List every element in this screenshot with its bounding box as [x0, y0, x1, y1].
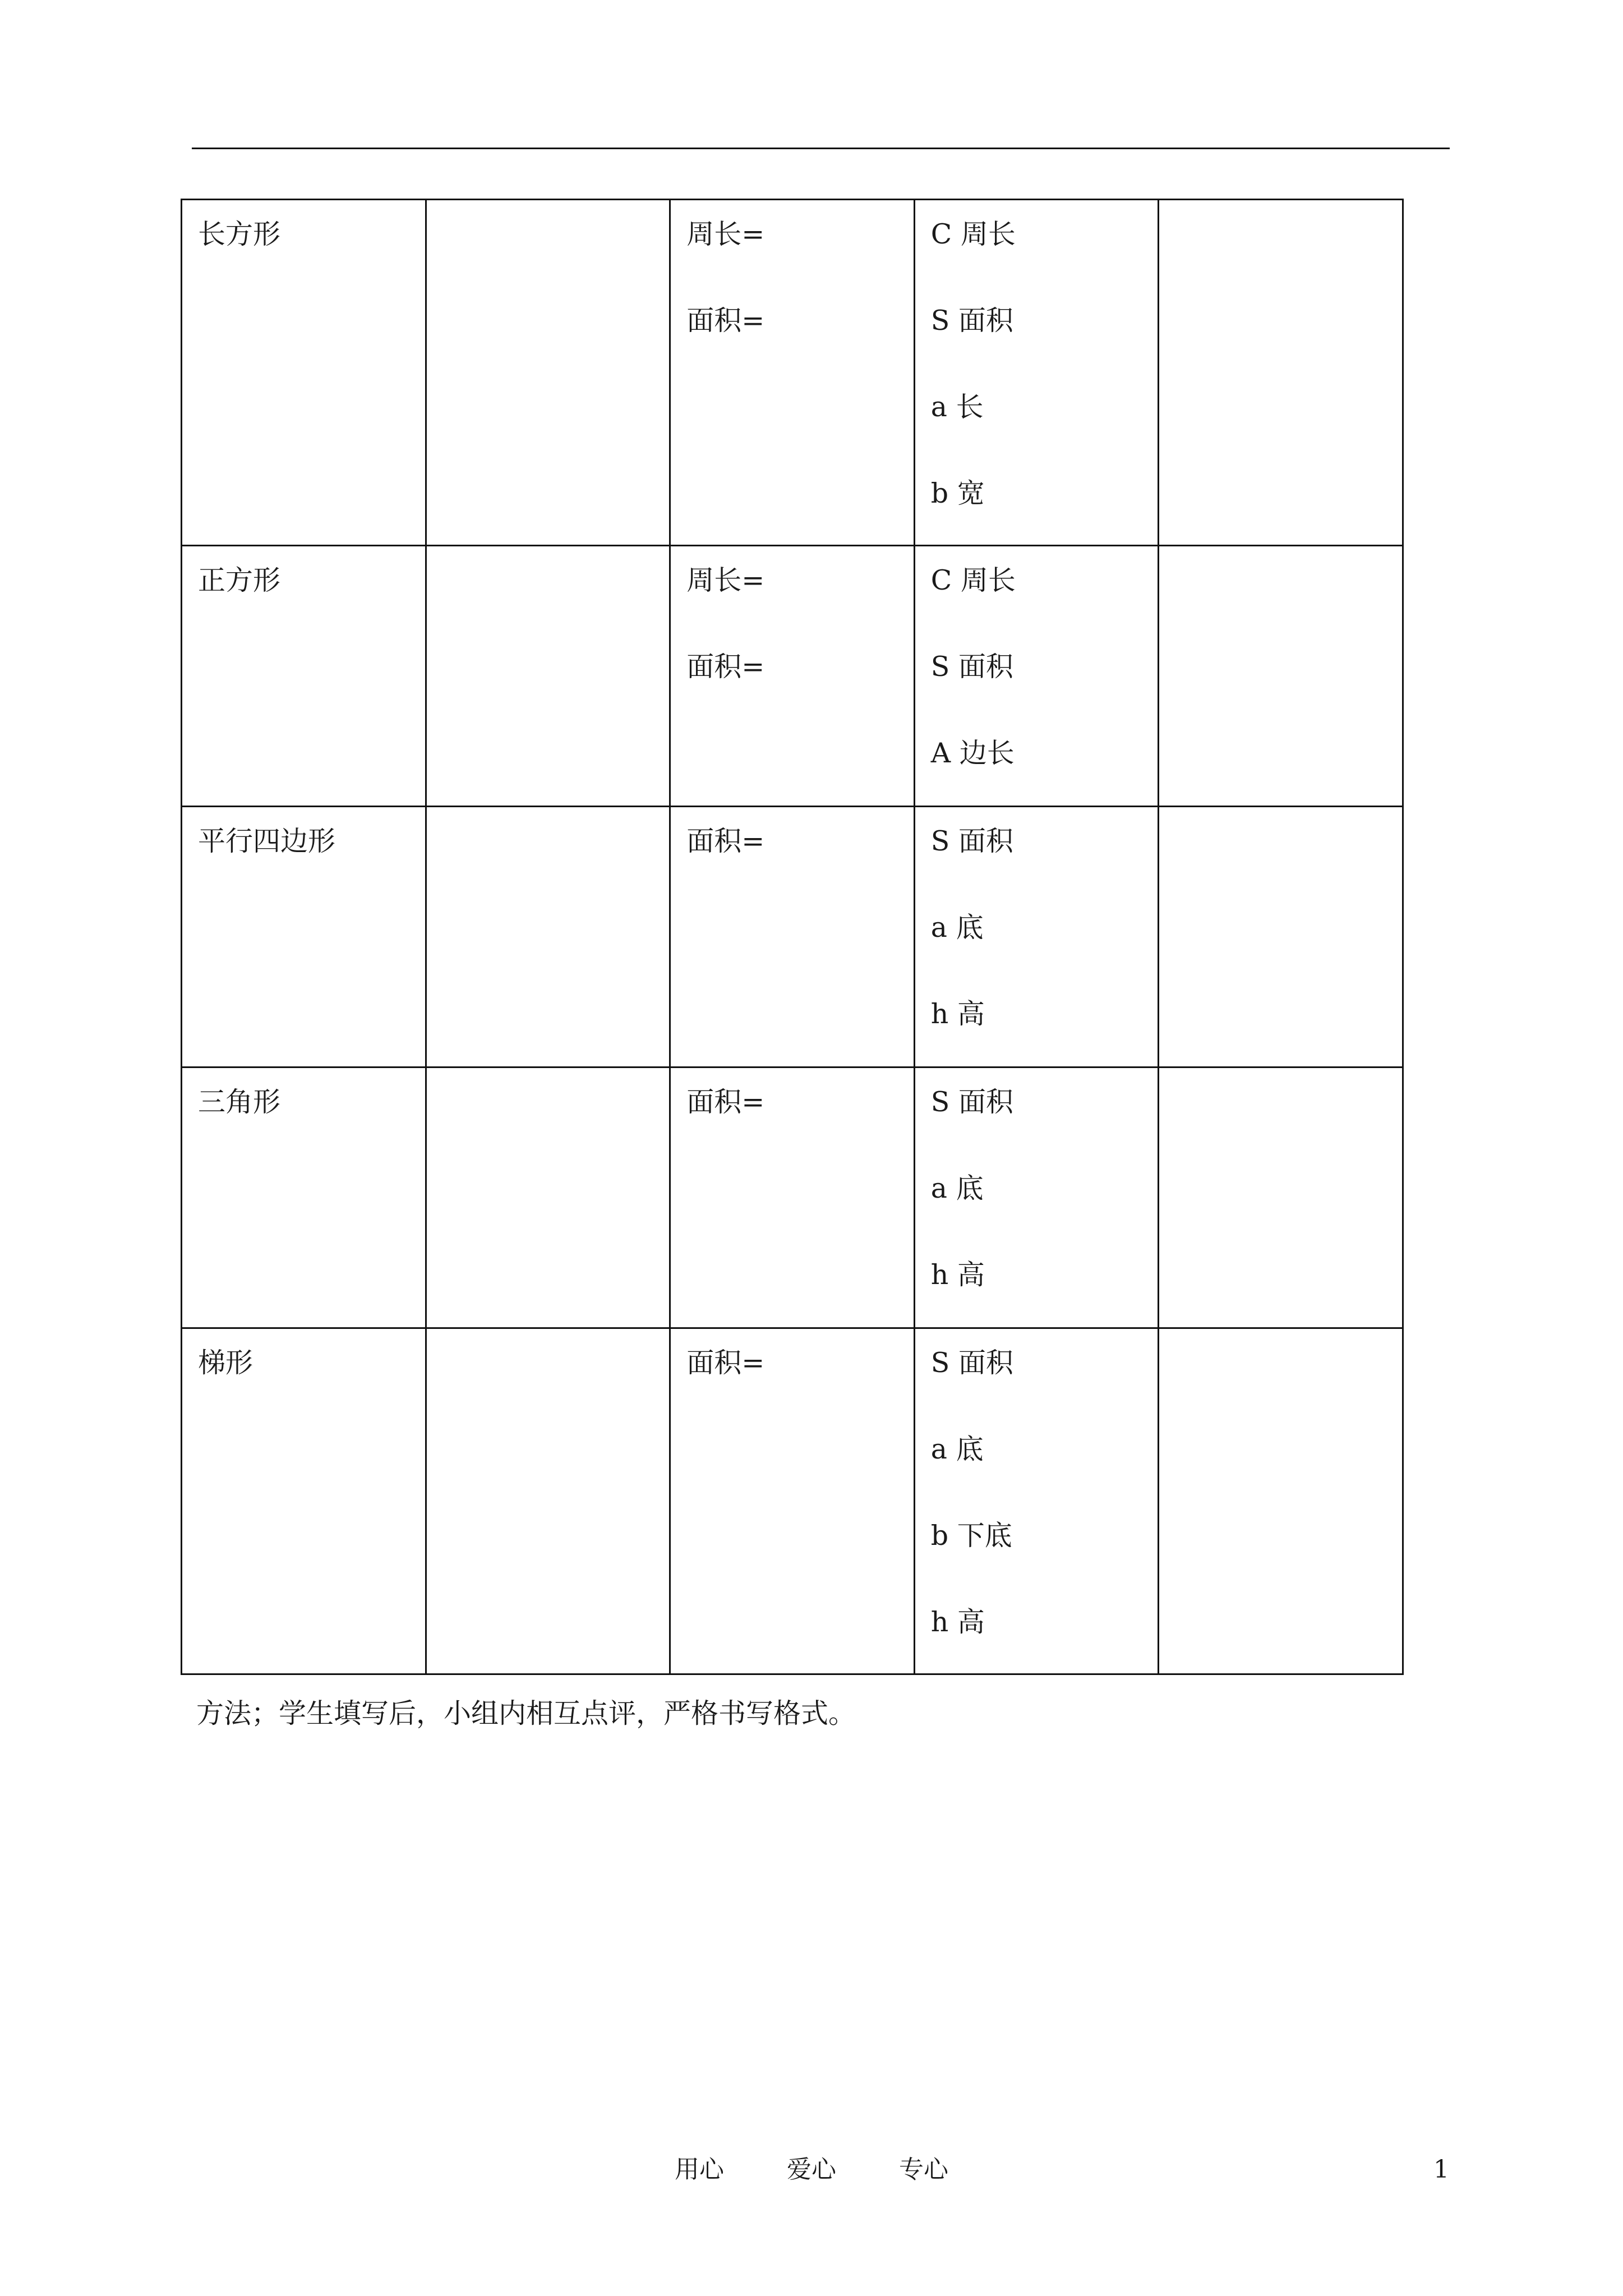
formula-cell: [670, 546, 915, 807]
formula-label: 面积=: [686, 305, 765, 337]
formula-label: 周长=: [686, 218, 765, 250]
symbol-label: a 底: [930, 912, 984, 944]
symbol-label: b 下底: [930, 1520, 1012, 1552]
symbol-label: a 底: [930, 1433, 984, 1465]
blank-cell: [1159, 1328, 1403, 1674]
formula-label: 面积=: [686, 1086, 765, 1118]
table-row: [182, 200, 1403, 546]
table-row: [182, 807, 1403, 1068]
formula-label: 面积=: [686, 651, 765, 683]
header-rule: [192, 148, 1450, 149]
symbol-label: A 边长: [930, 737, 1015, 769]
blank-cell: [1159, 200, 1403, 546]
shape-name: 长方形: [198, 218, 281, 250]
table-row: [182, 546, 1403, 807]
blank-cell: [1159, 546, 1403, 807]
footer-motto-item: 专心: [899, 2155, 948, 2184]
symbol-cell: [914, 1328, 1159, 1674]
symbol-label: h 高: [930, 1606, 985, 1638]
formula-label: 面积=: [686, 1347, 765, 1379]
formula-cell: [670, 807, 915, 1068]
symbol-label: C 周长: [930, 218, 1016, 250]
symbol-label: a 底: [930, 1172, 984, 1204]
shape-cell: [182, 1068, 426, 1328]
symbol-label: a 长: [930, 391, 984, 423]
symbol-label: S 面积: [930, 1086, 1013, 1118]
table-row: [182, 1068, 1403, 1328]
shape-name: 三角形: [198, 1086, 281, 1118]
shape-cell: [182, 807, 426, 1068]
formula-label: 周长=: [686, 564, 765, 596]
formula-cell: [670, 1068, 915, 1328]
symbol-label: h 高: [930, 1259, 985, 1291]
blank-cell: [426, 807, 670, 1068]
footer-motto-item: 用心: [675, 2155, 724, 2184]
formula-cell: [670, 1328, 915, 1674]
shape-name: 平行四边形: [198, 825, 336, 857]
shape-cell: [182, 1328, 426, 1674]
symbol-cell: [914, 546, 1159, 807]
blank-cell: [1159, 1068, 1403, 1328]
blank-cell: [426, 200, 670, 546]
symbol-label: h 高: [930, 998, 985, 1030]
shape-name: 正方形: [198, 564, 281, 596]
formula-label: 面积=: [686, 825, 765, 857]
blank-cell: [426, 546, 670, 807]
method-note: 方法；学生填写后，小组内相互点评，严格书写格式。: [196, 1697, 856, 1729]
shape-cell: [182, 200, 426, 546]
symbol-label: S 面积: [930, 1347, 1013, 1379]
symbol-cell: [914, 807, 1159, 1068]
symbol-label: b 宽: [930, 477, 985, 509]
symbol-label: S 面积: [930, 305, 1013, 337]
shape-cell: [182, 546, 426, 807]
blank-cell: [426, 1328, 670, 1674]
blank-cell: [426, 1068, 670, 1328]
symbol-label: S 面积: [930, 651, 1013, 683]
shape-name: 梯形: [198, 1347, 253, 1379]
formula-cell: [670, 200, 915, 546]
page-number: 1: [1433, 2155, 1449, 2184]
table-row: [182, 1328, 1403, 1674]
symbol-cell: [914, 200, 1159, 546]
symbol-label: C 周长: [930, 564, 1016, 596]
symbol-label: S 面积: [930, 825, 1013, 857]
blank-cell: [1159, 807, 1403, 1068]
formula-table: [181, 199, 1404, 1675]
footer-motto-item: 爱心: [787, 2155, 836, 2184]
footer-motto: [0, 2157, 1623, 2182]
symbol-cell: [914, 1068, 1159, 1328]
